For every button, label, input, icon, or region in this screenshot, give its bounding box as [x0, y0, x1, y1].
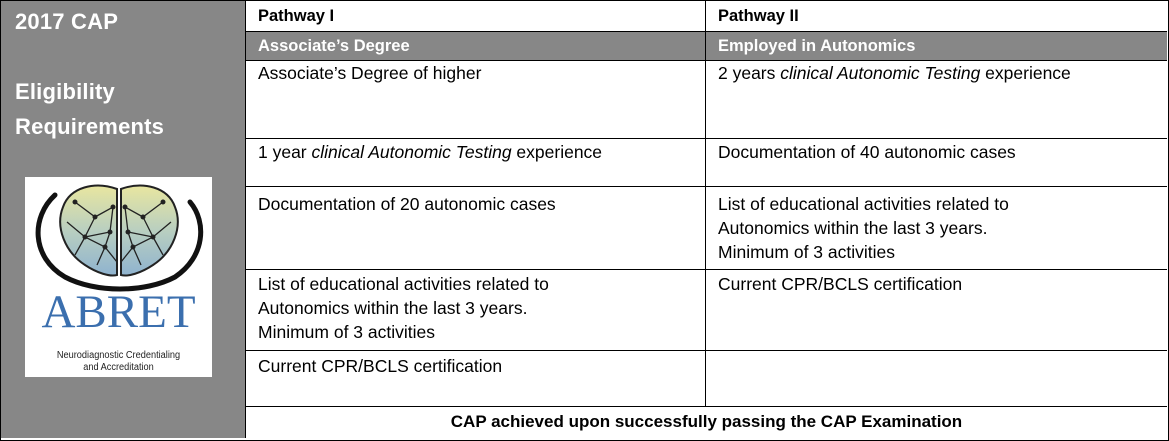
pathway2-experience-requirement: 2 years clinical Autonomic Testing experience	[718, 63, 1071, 83]
table-divider	[246, 186, 1167, 187]
table-divider	[246, 60, 1167, 61]
sidebar	[1, 1, 246, 438]
pathway1-case-documentation: Documentation of 20 autonomic cases	[258, 194, 556, 214]
pathway2-education-requirement: List of educational activities related to Autonomics within the last 3 years. Minimum of 3 activities	[718, 194, 1009, 262]
pathway1-subtitle: Associate’s Degree	[246, 32, 706, 60]
pathway2-subtitle: Employed in Autonomics	[706, 32, 1167, 60]
abret-logo	[25, 177, 212, 377]
abret-wordmark: ABRET	[41, 286, 196, 338]
eligibility-heading-line1: Eligibility	[15, 79, 115, 104]
pathway1-degree-requirement: Associate’s Degree of higher	[258, 63, 482, 83]
cap-year-title: 2017 CAP	[15, 9, 119, 34]
table-divider	[246, 138, 1167, 139]
eligibility-heading-line2: Requirements	[15, 114, 165, 139]
logo-subtitle-line1: Neurodiagnostic Credentialing	[56, 350, 181, 361]
cap-achievement-footer: CAP achieved upon successfully passing the CAP Examination	[450, 412, 963, 431]
brain-network-icon	[25, 177, 212, 297]
pathway1-cpr-certification: Current CPR/BCLS certification	[258, 356, 503, 376]
pathway2-cpr-certification: Current CPR/BCLS certification	[718, 274, 963, 294]
table-divider	[246, 31, 1167, 32]
pathway1-experience-requirement: 1 year clinical Autonomic Testing experience	[258, 142, 603, 162]
table-divider	[246, 350, 1167, 351]
pathway1-education-requirement: List of educational activities related to Autonomics within the last 3 years. Minimum of 3 activities	[258, 274, 549, 342]
table-divider	[246, 406, 1167, 407]
column-divider	[705, 1, 706, 406]
pathway2-case-documentation: Documentation of 40 autonomic cases	[718, 142, 1016, 162]
pathway1-title: Pathway I	[258, 7, 335, 25]
logo-subtitle-line2: and Accreditation	[83, 362, 154, 373]
pathway2-title: Pathway II	[718, 7, 799, 25]
table-divider	[246, 269, 1167, 270]
